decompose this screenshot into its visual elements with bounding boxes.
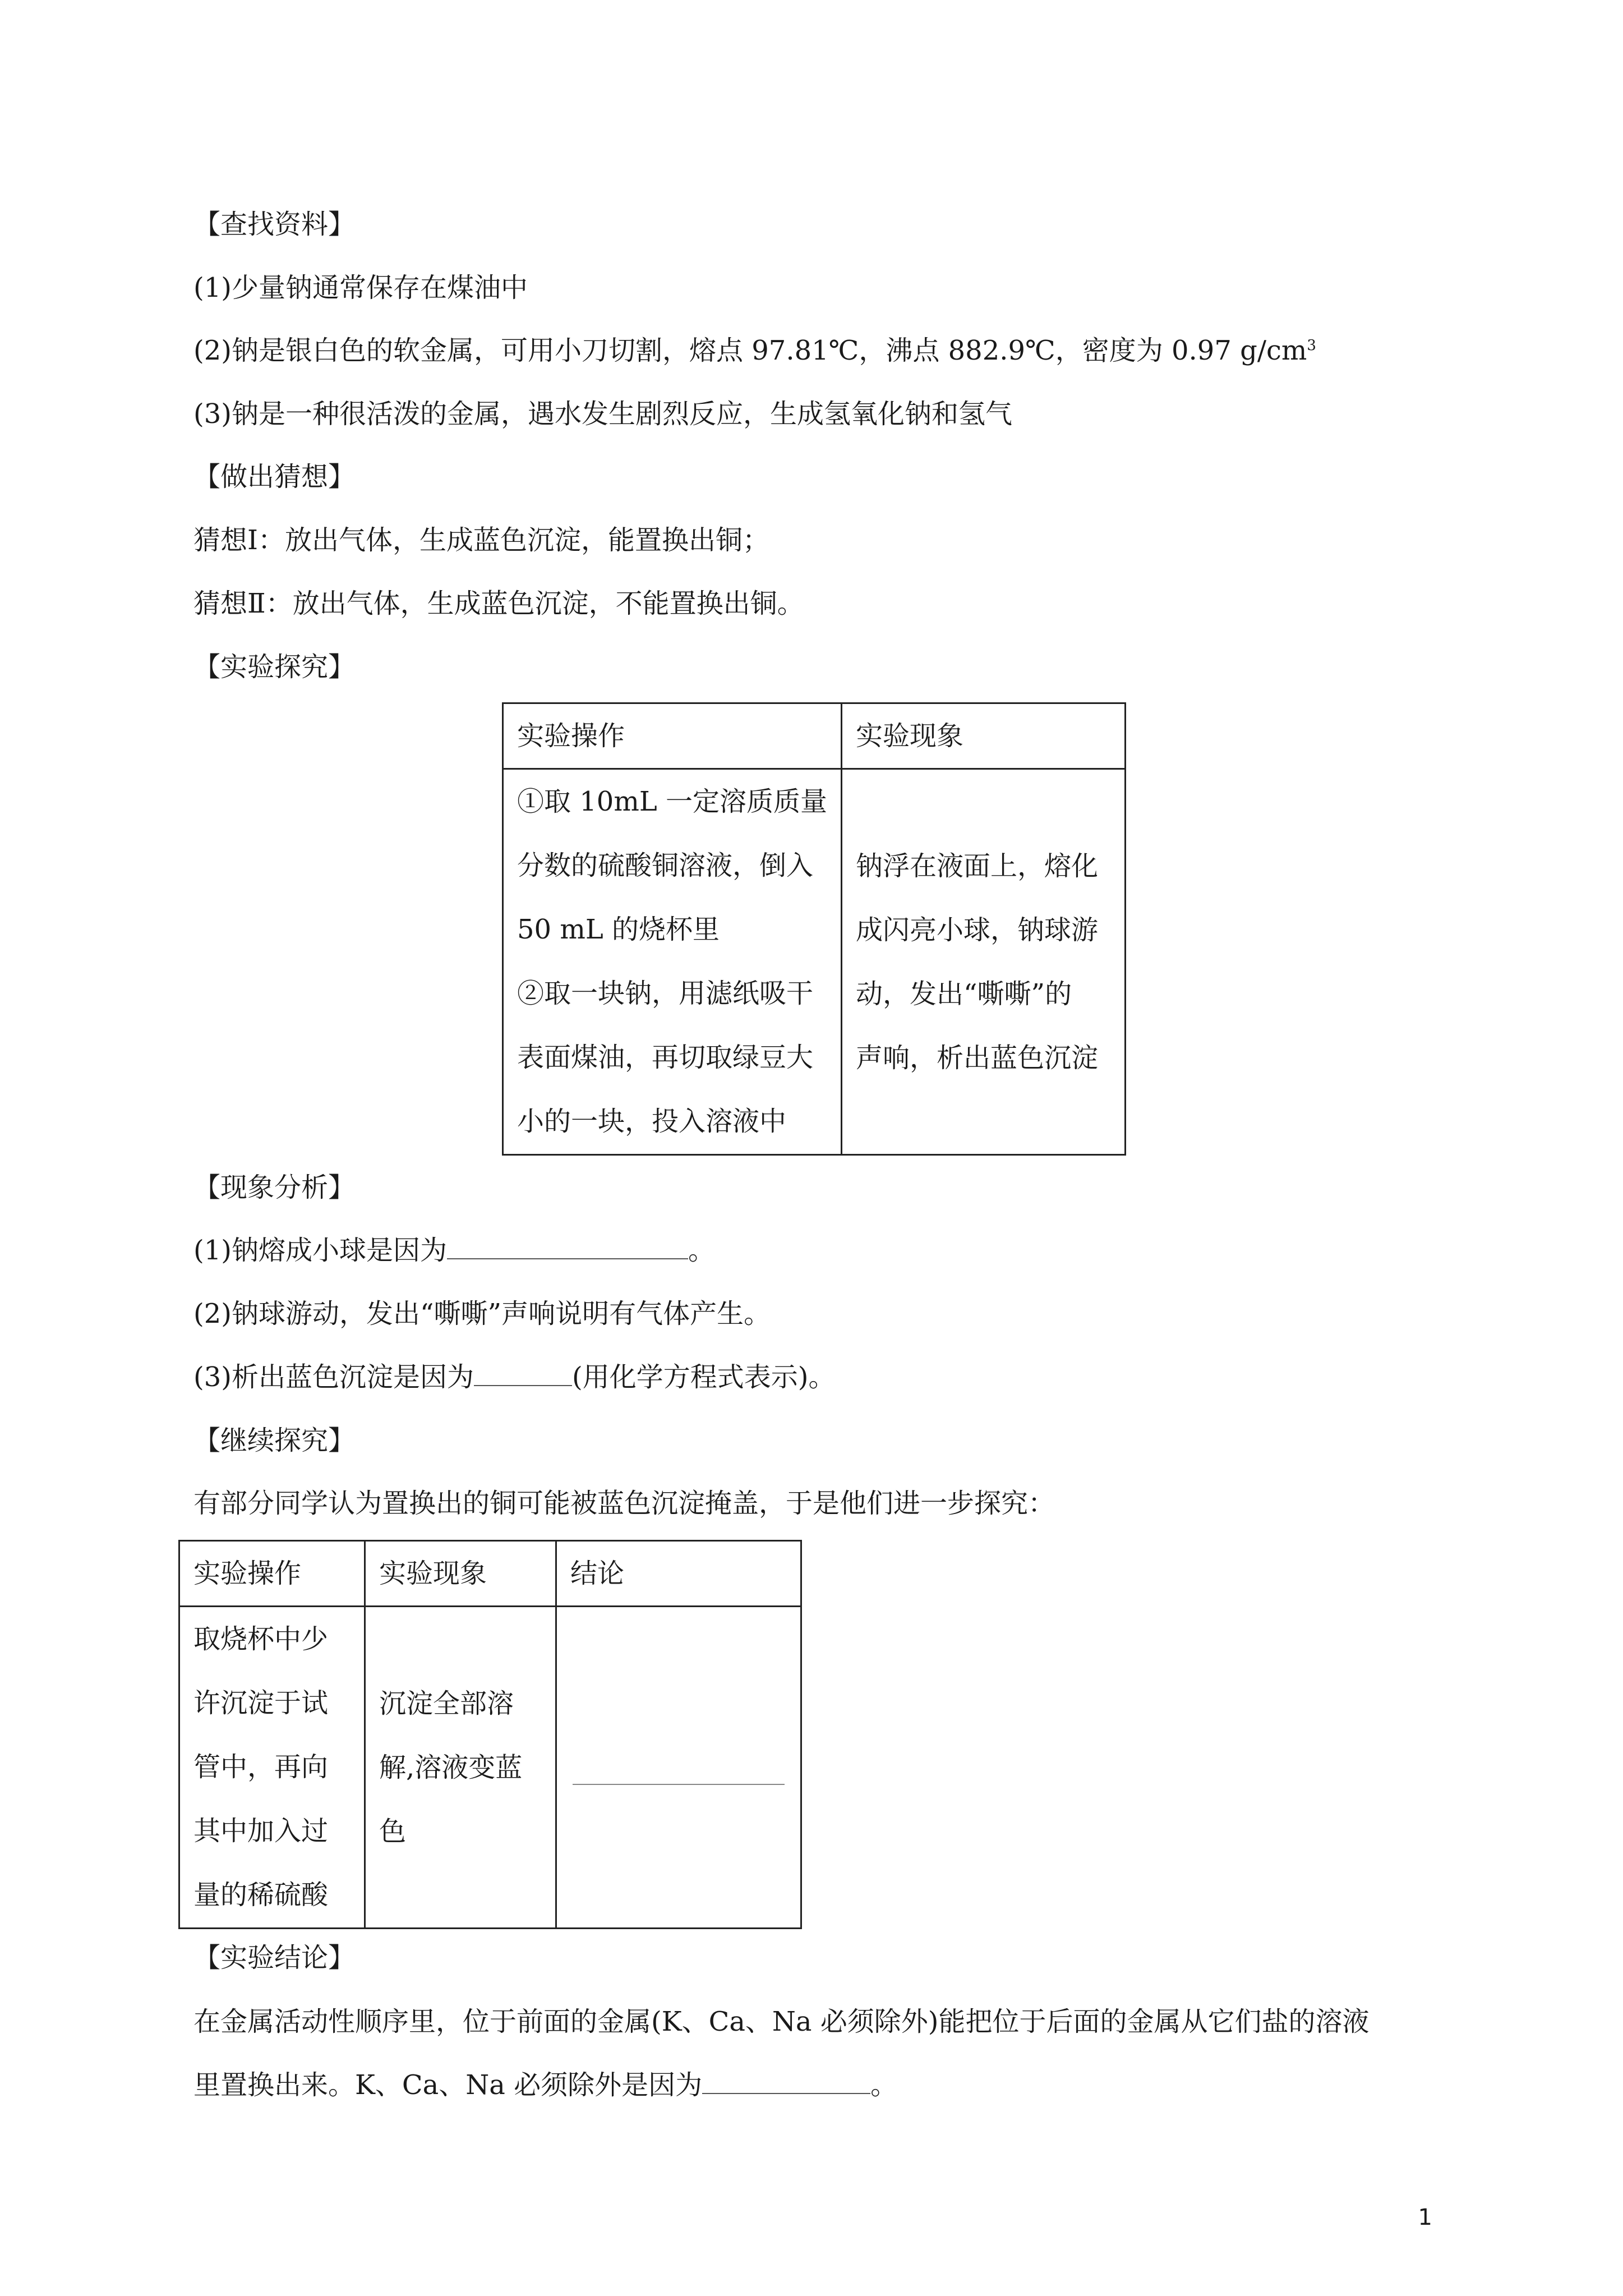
analysis-3-end: (用化学方程式表示)。 (572, 1361, 836, 1393)
fact-3: (3)钠是一种很活泼的金属，遇水发生剧烈反应，生成氢氧化钠和氢气 (193, 398, 1012, 430)
table2-op-line: 管中，再向 (193, 1751, 329, 1783)
table1-op-line: ①取 10mL 一定溶质质量 (517, 786, 827, 817)
conclusion-line-2 (193, 2068, 897, 2102)
continue-table (178, 1540, 802, 1929)
table1-op-line: ②取一块钠，用滤纸吸干 (517, 978, 814, 1009)
table2-conclusion-cell (556, 1607, 801, 1929)
answer-blank-conclusion[interactable] (702, 2087, 870, 2094)
table1-header-phenomenon: 实验现象 (842, 703, 1126, 769)
conclusion-line-1: 在金属活动性顺序里，位于前面的金属(K、Ca、Na 必须除外)能把位于后面的金属从它们盐的溶液 (193, 2006, 1370, 2037)
table2-ph-line: 沉淀全部溶 (379, 1687, 514, 1719)
analysis-3 (193, 1360, 835, 1394)
section-search: 【查找资料】 (193, 209, 356, 240)
table2-op-line: 量的稀硫酸 (193, 1879, 329, 1911)
table1-op-line: 表面煤油，再切取绿豆大 (517, 1042, 814, 1073)
table2-phenomenon-cell (365, 1607, 556, 1929)
guess-2: 猜想Ⅱ：放出气体，生成蓝色沉淀，不能置换出铜。 (193, 588, 804, 619)
table2-op-line: 许沉淀于试 (193, 1687, 329, 1719)
table2-header-phenomenon: 实验现象 (365, 1541, 556, 1607)
table1-phenomenon-cell (842, 769, 1126, 1155)
guess-1: 猜想Ⅰ：放出气体，生成蓝色沉淀，能置换出铜； (193, 524, 769, 556)
section-analysis: 【现象分析】 (193, 1172, 356, 1203)
table1-op-line: 分数的硫酸铜溶液，倒入 (517, 850, 814, 881)
table1-ph-line: 成闪亮小球，钠球游 (856, 914, 1099, 946)
section-guess: 【做出猜想】 (193, 461, 356, 493)
analysis-1-end: 。 (688, 1235, 716, 1266)
conclusion-2-text: 里置换出来。K、Ca、Na 必须除外是因为 (193, 2069, 703, 2101)
answer-blank-1[interactable] (447, 1253, 688, 1259)
page-number: 1 (1418, 2205, 1432, 2230)
section-continue: 【继续探究】 (193, 1425, 356, 1456)
section-conclusion: 【实验结论】 (193, 1942, 356, 1973)
analysis-3-text: (3)析出蓝色沉淀是因为 (193, 1361, 474, 1393)
table2-op-line: 取烧杯中少 (193, 1623, 329, 1655)
table2-header-conclusion: 结论 (556, 1541, 801, 1607)
analysis-1-text: (1)钠熔成小球是因为 (193, 1235, 447, 1266)
fact-2 (193, 334, 1316, 367)
fact-1: (1)少量钠通常保存在煤油中 (193, 272, 528, 303)
table1-ph-line: 声响，析出蓝色沉淀 (856, 1042, 1099, 1074)
table1-operation-cell (503, 769, 842, 1155)
table2-op-line: 其中加入过 (193, 1815, 329, 1847)
table1-ph-line: 钠浮在液面上，熔化 (856, 850, 1099, 882)
analysis-2: (2)钠球游动，发出“嘶嘶”声响说明有气体产生。 (193, 1298, 771, 1329)
conclusion-answer-blank[interactable] (573, 1750, 785, 1785)
table1-ph-line: 动，发出“嘶嘶”的 (856, 978, 1072, 1010)
table2-operation-cell (179, 1607, 365, 1929)
table2-header-operation: 实验操作 (179, 1541, 365, 1607)
section-experiment: 【实验探究】 (193, 651, 356, 683)
answer-blank-3[interactable] (474, 1379, 572, 1386)
table1-header-operation: 实验操作 (503, 703, 842, 769)
analysis-1 (193, 1234, 715, 1267)
continue-text: 有部分同学认为置换出的铜可能被蓝色沉淀掩盖，于是他们进一步探究： (193, 1488, 1055, 1519)
table2-ph-line: 色 (379, 1815, 407, 1847)
fact-2-text: (2)钠是银白色的软金属，可用小刀切割，熔点 97.81℃，沸点 882.9℃，密度为 0.97 g/cm (193, 335, 1307, 366)
experiment-table (502, 702, 1126, 1156)
table1-op-line: 50 mL 的烧杯里 (517, 914, 720, 945)
conclusion-2-end: 。 (870, 2069, 898, 2101)
fact-2-superscript: 3 (1307, 337, 1316, 354)
table2-ph-line: 解,溶液变蓝 (379, 1751, 523, 1783)
table1-op-line: 小的一块，投入溶液中 (517, 1106, 787, 1137)
